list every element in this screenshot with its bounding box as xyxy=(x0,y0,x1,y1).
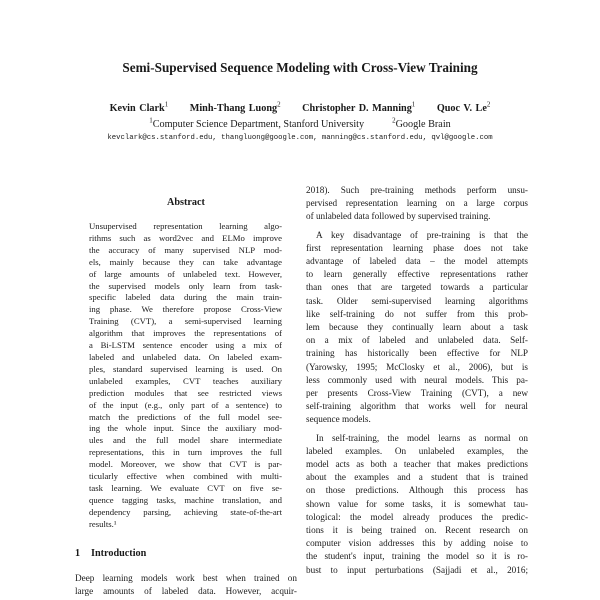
text-line: like self-training do not suffer from this prob- xyxy=(306,308,528,319)
text-line: task. Older semi-supervised learning algorithms xyxy=(306,295,528,306)
text-line: model acts as both a teacher that makes predictions xyxy=(306,459,528,470)
text-line: ing the whole input. Since the auxiliary mod- xyxy=(89,423,282,434)
text-line: on a mix of labeled and unlabeled data. Self- xyxy=(306,335,528,346)
text-line: specific labeled data during the main train- xyxy=(89,292,282,303)
text-line: first representation learning phase does not take xyxy=(306,242,528,253)
text-line: rithms such as word2vec and ELMo improve xyxy=(89,232,282,243)
text-line: to learn generally effective representations rather xyxy=(306,269,528,280)
text-line: algorithm that improves the representations of xyxy=(89,328,282,339)
text-line: ules and the full model share intermediate xyxy=(89,435,282,446)
text-line: shown value for some tasks, it is somewhat tau- xyxy=(306,498,528,509)
right-column-body xyxy=(306,184,528,577)
text-line: Training (CVT), a semi-supervised learning xyxy=(89,316,282,327)
text-line: of unlabeled data followed by supervised training. xyxy=(306,211,491,222)
text-line: A key disadvantage of pre-training is that the xyxy=(316,229,528,240)
author: Christopher D. Manning$^1$ xyxy=(302,101,416,115)
author: Quoc V. Le$^2$ xyxy=(436,101,491,115)
text-line: results.¹ xyxy=(89,518,117,529)
author-list xyxy=(0,101,600,114)
text-line: tological: the model already produces the predic- xyxy=(306,511,528,522)
text-line: els, mainly because they can take advantage xyxy=(89,256,282,267)
paper-title: Semi-Supervised Sequence Modeling with Cross-View Training xyxy=(122,60,478,75)
text-line: pervised representation learning on a large corpus xyxy=(306,198,528,209)
text-line: Deep learning models work best when trained on xyxy=(75,573,297,583)
text-line: a Bi-LSTM sentence encoder using a mix of xyxy=(89,340,282,351)
text-line: ticularly effective when combined with multi- xyxy=(89,471,282,482)
text-line: Unsupervised representation learning algo- xyxy=(89,221,282,231)
text-line: the supervised models only learn from task- xyxy=(89,280,282,291)
text-line: lem because they continually learn about a task xyxy=(306,322,528,333)
abstract-heading: Abstract xyxy=(167,197,205,208)
text-line: self-training algorithm that works well for neural xyxy=(306,401,528,412)
intro-body xyxy=(75,572,297,598)
text-line: quence tagging tasks, machine translation, and xyxy=(89,494,282,505)
text-line: tions it is being trained on. Recent research on xyxy=(306,525,528,536)
section-heading xyxy=(75,548,297,559)
author: Minh-Thang Luong$^2$ xyxy=(189,101,281,115)
section-title: Introduction xyxy=(91,548,147,559)
text-line: about the examples and a student that is trained xyxy=(306,472,528,483)
text-line: computer vision addresses this by adding noise to xyxy=(306,538,528,549)
text-line: large amounts of labeled data. However, acquir- xyxy=(75,586,297,597)
text-line: representations, this in turn improves the full xyxy=(89,447,282,458)
affiliation: $^2$Google Brain xyxy=(392,117,451,131)
text-line: bust to input perturbations (Sajjadi et al., 2016; xyxy=(306,564,528,575)
text-line: model. Moreover, we show that CVT is par- xyxy=(89,459,282,470)
affiliations xyxy=(0,117,600,130)
section-number: 1 xyxy=(75,548,81,559)
text-line: sequence models. xyxy=(306,414,371,425)
author-emails: kevclark@cs.stanford.edu, thangluong@google.com, manning@cs.stanford.edu, qvl@google.com xyxy=(107,134,493,142)
text-line: of large amounts of unlabeled text. However, xyxy=(89,268,282,279)
text-line: advantage of labeled data – the model attempts xyxy=(306,256,528,267)
text-line: the accuracy of many supervised NLP mod- xyxy=(89,244,282,255)
text-line: dependency parsing, achieving state-of-the-art xyxy=(89,506,282,517)
text-line: unlabeled examples, CVT teaches auxiliary xyxy=(89,375,282,386)
text-line: on those predictions. Although this process has xyxy=(306,485,528,496)
text-line: the student's input, training the model so it is ro- xyxy=(306,551,528,562)
author: Kevin Clark$^1$ xyxy=(109,101,169,115)
text-line: task learning. We evaluate CVT on five se- xyxy=(89,482,282,493)
text-line: ing phase. We therefore propose Cross-View xyxy=(89,304,282,315)
text-line: training has historically been effective for NLP xyxy=(306,348,528,359)
affiliation: $^1$Computer Science Department, Stanford University xyxy=(149,117,365,131)
paragraph xyxy=(306,184,528,224)
text-line: match the predictions of the full model see- xyxy=(89,411,282,422)
text-line: 2018). Such pre-training methods perform unsu- xyxy=(306,185,528,195)
paragraph xyxy=(306,432,528,577)
text-line: per presents Cross-View Training (CVT), a new xyxy=(306,388,528,399)
text-line: ples, standard supervised learning is used. On xyxy=(89,363,282,374)
text-line: than ones that are targeted towards a particular xyxy=(306,282,528,293)
text-line: labeled examples. On unlabeled examples, the xyxy=(306,445,528,456)
text-line: (Yarowsky, 1995; McClosky et al., 2006), but is xyxy=(306,361,528,372)
text-line: labeled and unlabeled data. On labeled exam- xyxy=(89,351,282,362)
text-line: In self-training, the model learns as normal on xyxy=(316,432,528,443)
text-line: less commonly used with neural models. This pa- xyxy=(306,374,528,385)
paragraph xyxy=(306,229,528,427)
text-line: of the input (e.g., only part of a sentence) to xyxy=(89,399,282,410)
text-line: prediction modules that see restricted views xyxy=(89,387,282,398)
abstract-body xyxy=(89,221,282,531)
